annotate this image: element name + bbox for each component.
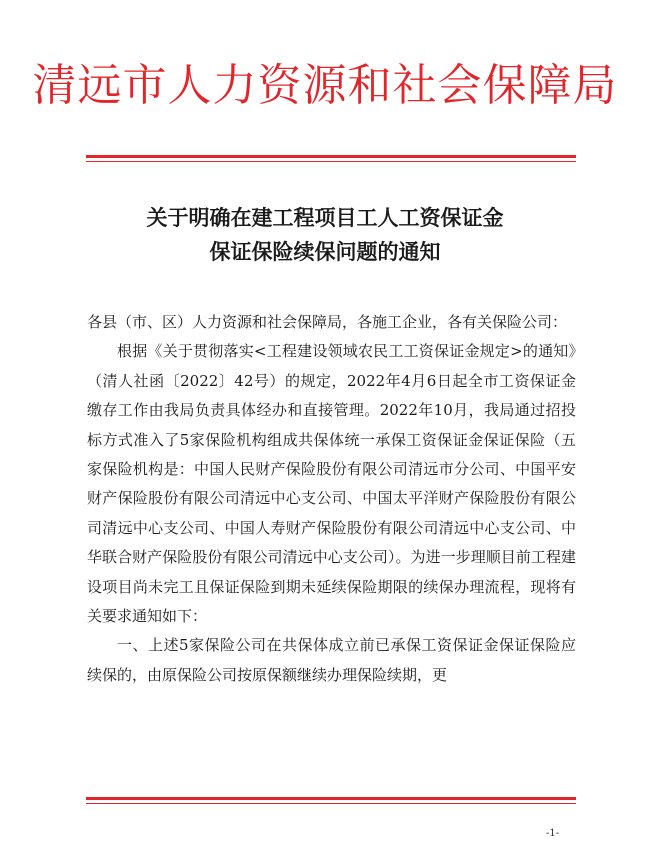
- header-divider-thin: [86, 161, 576, 162]
- page-number: -1-: [546, 828, 560, 839]
- agency-header: 清远市人力资源和社会保障局: [32, 60, 618, 111]
- footer-divider-thin: [86, 803, 576, 804]
- footer-divider: [86, 797, 576, 804]
- header-divider: [86, 155, 576, 162]
- salutation: 各县（市、区）人力资源和社会保障局，各施工企业，各有关保险公司：: [87, 313, 568, 331]
- document-title-line-2: 保证保险续保问题的通知: [209, 239, 441, 264]
- body-paragraph-2: 一、上述5家保险公司在共保体成立前已承保工资保证金保证保险应续保的，由原保险公司按原保额继续办理保险续期，更: [87, 636, 576, 684]
- document-title: [0, 201, 650, 269]
- document-title-line-1: 关于明确在建工程项目工人工资保证金: [146, 205, 504, 230]
- document-body: [87, 308, 576, 690]
- body-paragraph-1: 根据《关于贯彻落实<工程建设领域农民工工资保证金规定>的通知》（清人社函〔2022〕42号）的规定，2022年4月6日起全市工资保证金缴存工作由我局负责具体经办和直接管理。2022年10月，我局通过招投标方式准入了5家保险机构组成共保体统一承保工资保证金保证保险（五家保险机构是：中国人民财产保险股份有限公司清远市分公司、中国平安财产保险股份有限公司清远中心支公司、中国太平洋财产保险股份有限公司清远中心支公司、中国人寿财产保险股份有限公司清远中心支公司、中华联合财产保险股份有限公司清远中心支公司）。为进一步理顺目前工程建设项目尚未完工且保证保险到期未延续保险期限的续保办理流程，现将有关要求通知如下：: [87, 342, 576, 626]
